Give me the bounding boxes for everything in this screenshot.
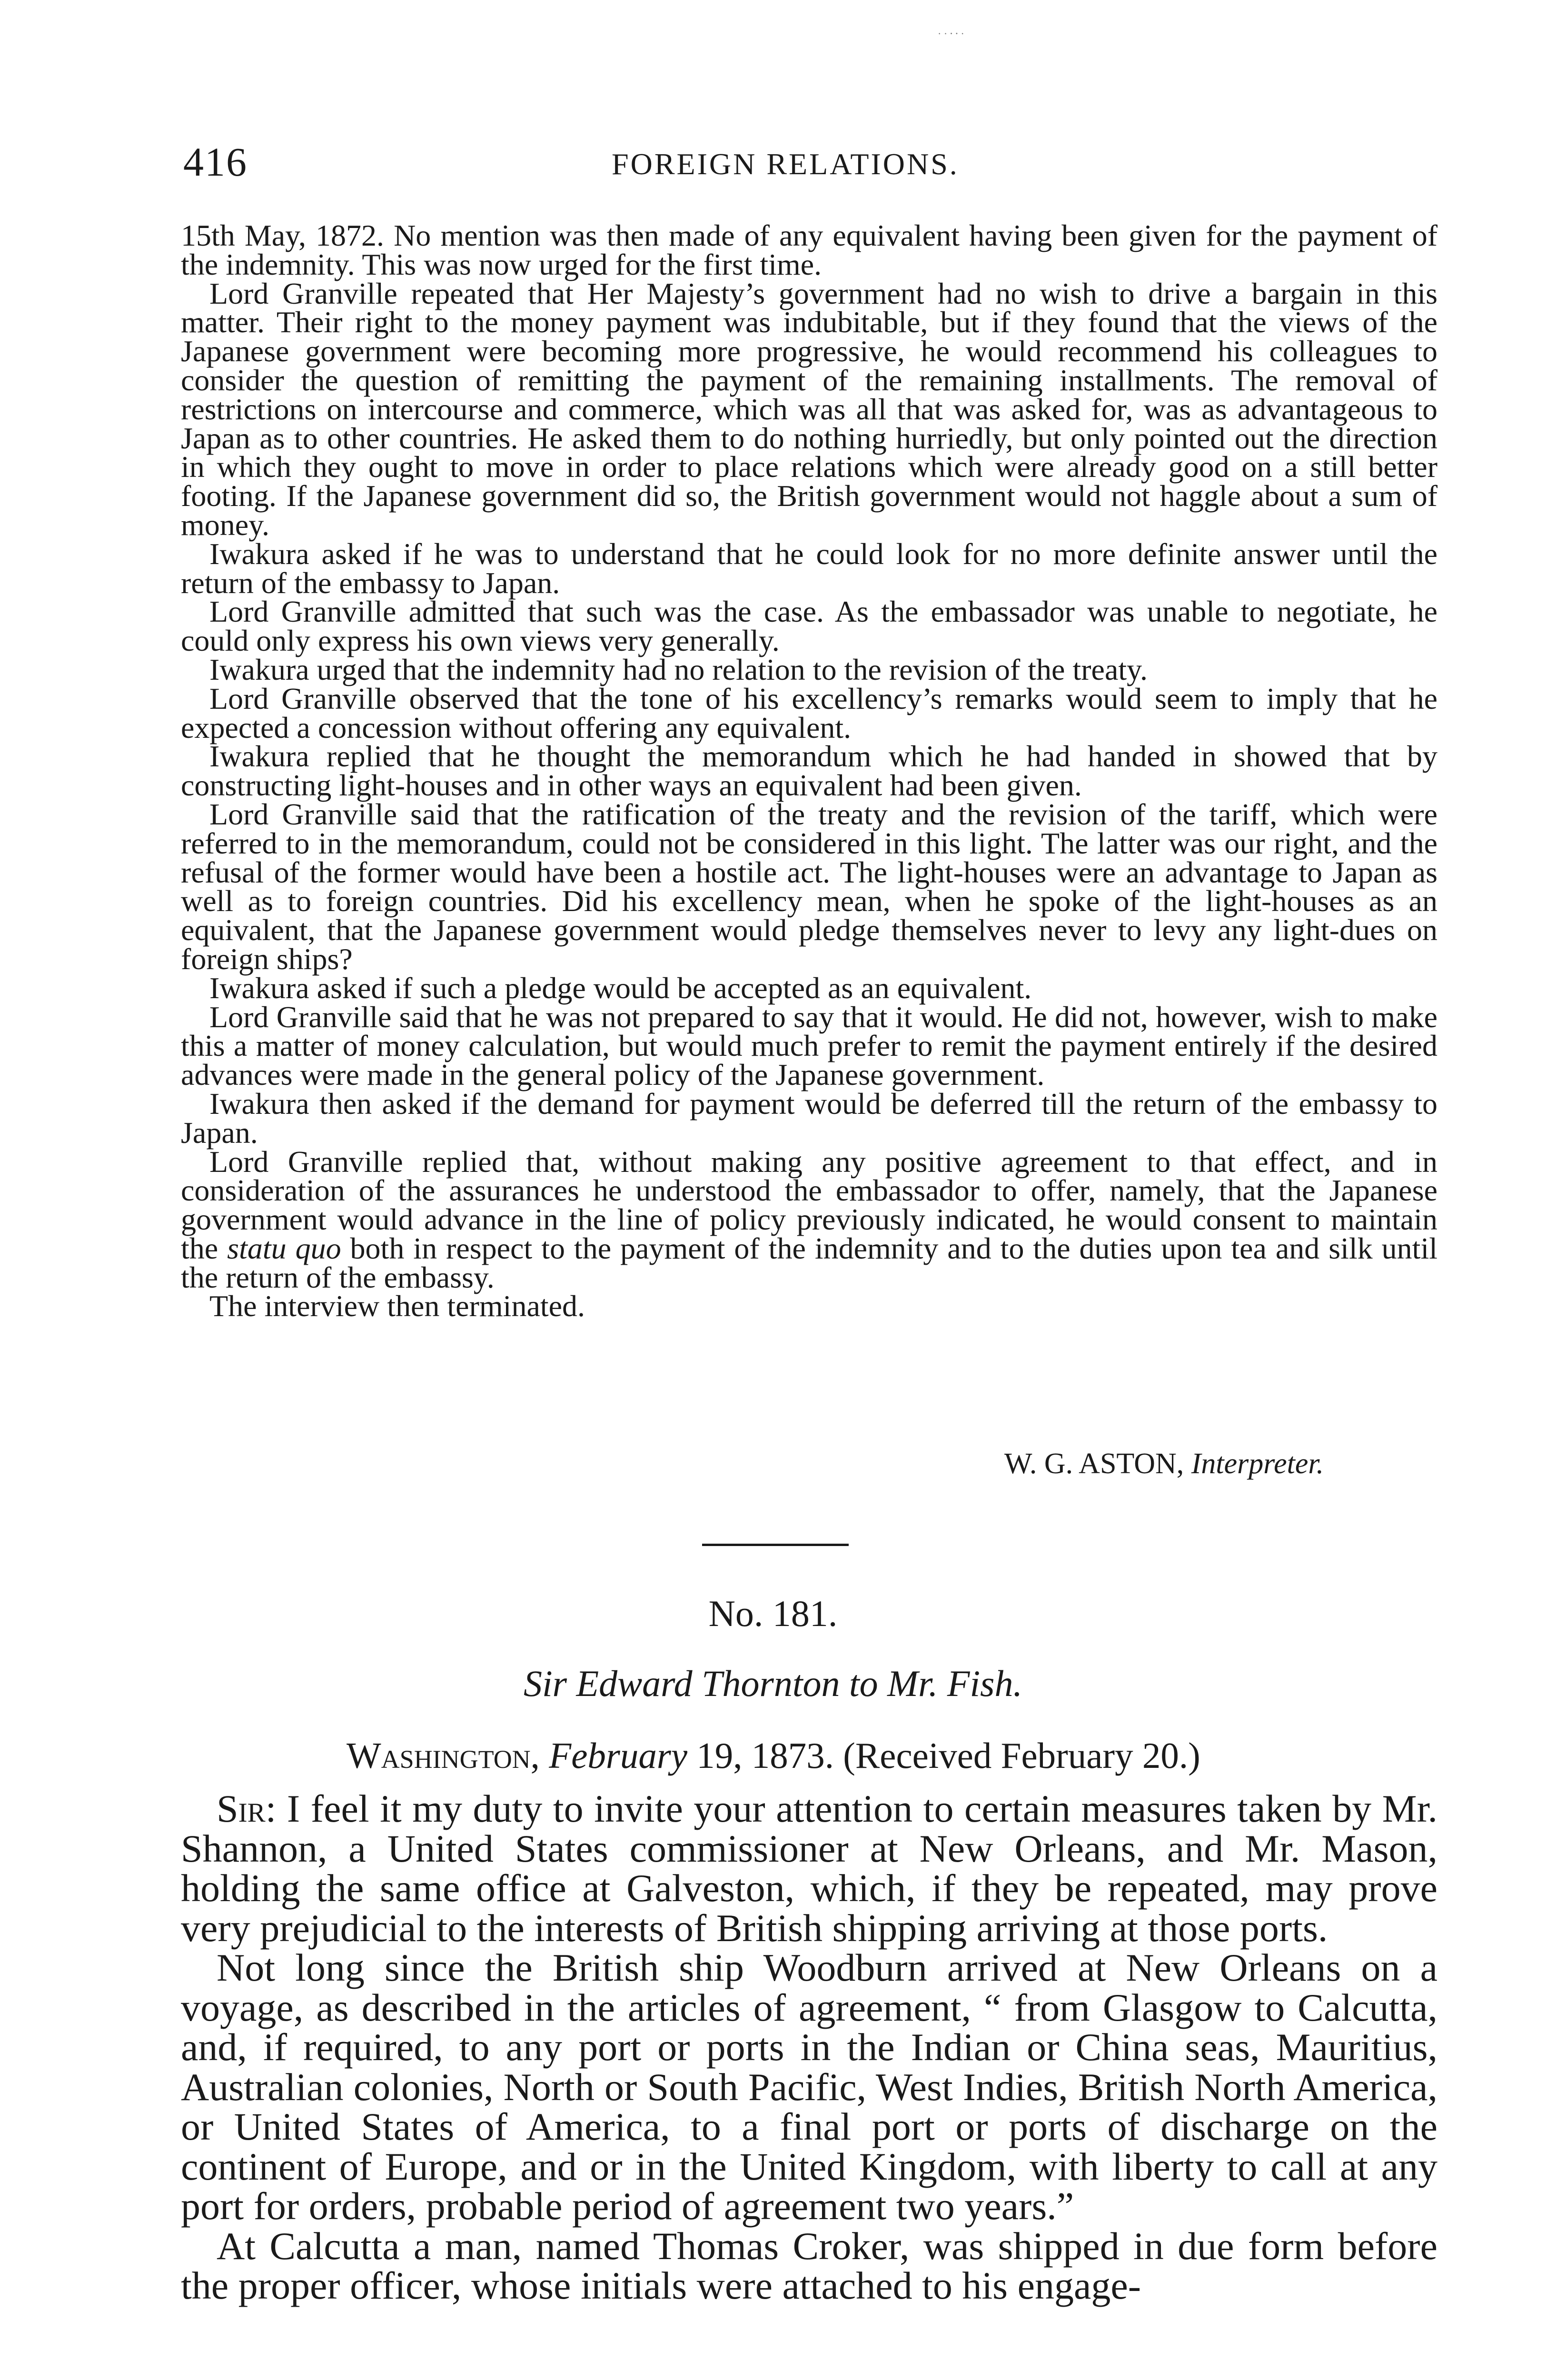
running-head: FOREIGN RELATIONS. <box>612 147 959 181</box>
paragraph: 15th May, 1872. No mention was then made of any equivalent having been given for the payment of the indemnity. This was now urged for the first time. <box>181 218 1437 281</box>
paragraph: Lord Granville admitted that such was the case. As the embassador was unable to negotiate, he could only express his own views very generally. <box>181 595 1437 658</box>
paragraph: Iwakura asked if such a pledge would be accepted as an equivalent. <box>209 971 1032 1005</box>
scan-specks: · · ⸱ ⸱ · <box>938 28 964 40</box>
previous-document-text <box>181 218 1438 1323</box>
paragraph <box>181 1144 1438 1294</box>
document-title: Sir Edward Thornton to Mr. Fish. <box>523 1663 1023 1704</box>
paragraph-text: : I feel it my duty to invite your attention to certain measures taken by Mr. Shannon, a United States commissioner at New Orleans, and Mr. Mason, holding the same office at Galveston, which, if they be repeated, may prove very prejudicial to the interests of British shipping arriving at those ports. <box>181 1787 1437 1950</box>
page-number: 416 <box>183 139 248 185</box>
paragraph: Lord Granville repeated that Her Majesty’s government had no wish to drive a bargain in this matter. Their right to the money payment was indubitable, but if they found that the views of the Japanese government were becoming more progressive, he would recommend his colleagues to consider the question of remitting the payment of the remaining installments. The removal of restrictions on intercourse and commerce, which was all that was asked for, was as advantageous to Japan as to other countries. He asked them to do nothing hurriedly, but only pointed out the direction in which they ought to move in order to place relations which were already good on a still better footing. If the Japanese government did so, the British government would not haggle about a sum of money. <box>181 276 1437 542</box>
dateline-place: Washington, <box>347 1735 549 1776</box>
section-divider <box>702 1544 849 1546</box>
page-header <box>183 136 1445 188</box>
paragraph: Iwakura asked if he was to understand that he could look for no more definite answer until the return of the embassy to Japan. <box>181 536 1437 600</box>
dateline <box>347 1734 1200 1777</box>
paragraph: At Calcutta a man, named Thomas Croker, was shipped in due form before the proper officer, whose initials were attached to his engage- <box>181 2224 1437 2307</box>
paragraph <box>181 1789 1437 1948</box>
signature-role: Interpreter. <box>1191 1448 1324 1480</box>
paragraph: Lord Granville observed that the tone of his excellency’s remarks would seem to imply that he expected a concession without offering any equivalent. <box>181 681 1437 744</box>
salutation: Sir <box>217 1787 266 1830</box>
paragraph: Iwakura replied that he thought the memorandum which he had handed in showed that by constructing light-houses and in other ways an equivalent had been given. <box>181 739 1437 803</box>
italic-phrase: statu quo <box>227 1231 341 1265</box>
paragraph: The interview then terminated. <box>209 1289 585 1323</box>
document-number: No. 181. <box>708 1593 838 1634</box>
paragraph: Iwakura urged that the indemnity had no relation to the revision of the treaty. <box>209 652 1148 686</box>
dateline-month: February <box>549 1735 688 1776</box>
paragraph: Not long since the British ship Woodburn arrived at New Orleans on a voyage, as described in the articles of agreement, “ from Glasgow to Calcutta, and, if required, to any port or ports in the Indian or China seas, Mauritius, Australian colonies, North or South Pacific, West Indies, British North America, or United States of America, to a final port or ports of discharge on the continent of Europe, and or in the United Kingdom, with liberty to call at any port for orders, probable period of agreement two years.” <box>181 1946 1437 2228</box>
dateline-rest: 19, 1873. (Received February 20.) <box>687 1735 1200 1776</box>
letter-text <box>181 1789 1437 2306</box>
paragraph: Lord Granville said that the ratification of the treaty and the revision of the tariff, which were referred to in the memorandum, could not be considered in this light. The latter was our right, and the refusal of the former would have been a hostile act. The light-houses were an advantage to Japan as well as to foreign countries. Did his excellency mean, when he spoke of the light-houses as an equivalent, that the Japanese government would pledge themselves never to levy any light-dues on foreign ships? <box>181 797 1437 976</box>
signature <box>1004 1447 1324 1480</box>
paragraph: Iwakura then asked if the demand for payment would be deferred till the return of the embassy to Japan. <box>181 1086 1437 1150</box>
paragraph-text: Lord Granville replied that, without making any positive agreement to that effect, and in consideration of the assurances he understood the embassador to offer, namely, that the Japanese government would advance in the line of policy previously indicated, he would consent to maintain the <box>181 1144 1437 1265</box>
paragraph: Lord Granville said that he was not prepared to say that it would. He did not, however, wish to make this a matter of money calculation, but would much prefer to remit the payment entirely if the desired advances were made in the general policy of the Japanese government. <box>181 1000 1437 1092</box>
signature-name: W. G. ASTON, <box>1004 1448 1191 1480</box>
paragraph-text-end: both in respect to the payment of the indemnity and to the duties upon tea and silk until the return of the embassy. <box>181 1231 1438 1294</box>
